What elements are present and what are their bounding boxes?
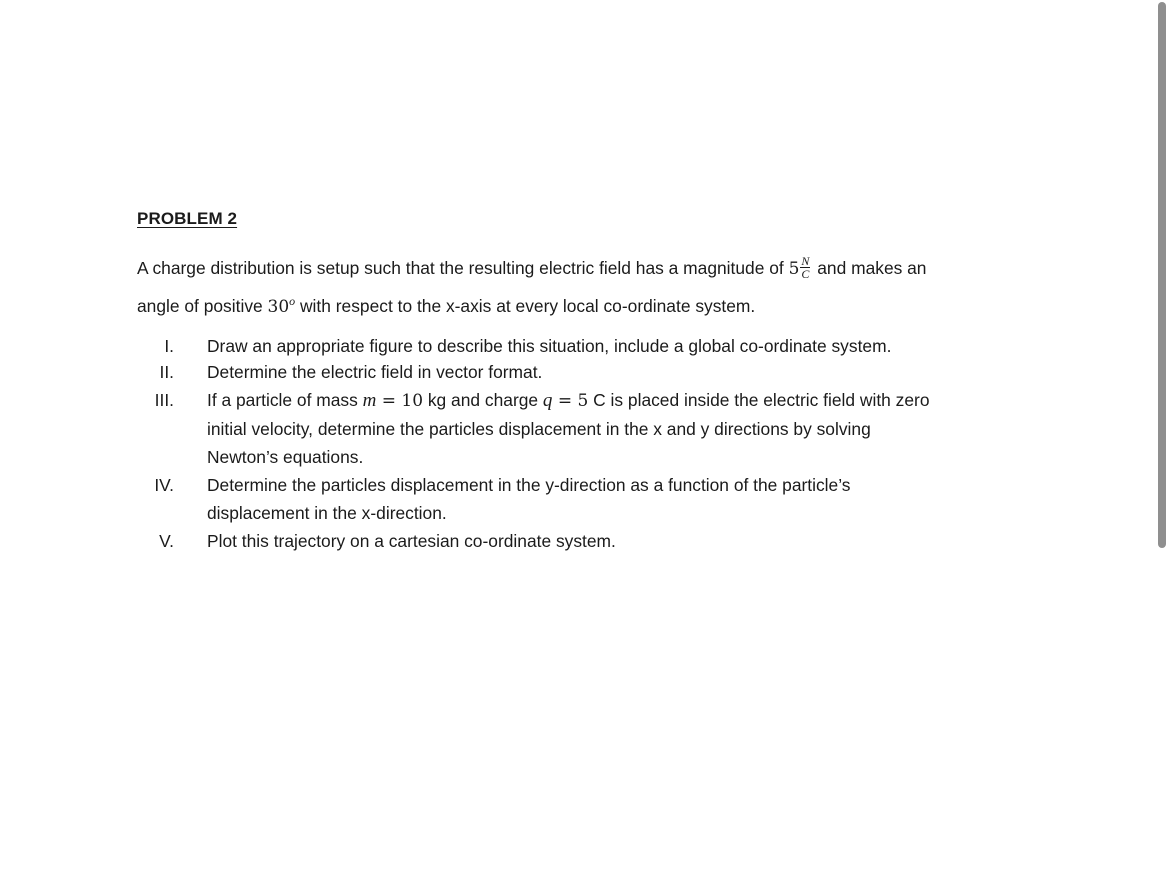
intro-text-2-end: with respect to the x-axis at every local co-ordinate system. (295, 296, 756, 316)
charge-value: = 5 (552, 391, 589, 411)
mass-symbol: m (362, 390, 377, 411)
task-list (137, 332, 1037, 555)
list-numeral: V. (159, 531, 174, 551)
intro-line-1 (137, 252, 1047, 285)
unit-denominator: C (801, 266, 810, 281)
intro-line-2 (137, 285, 1047, 323)
intro-text-1: A charge distribution is setup such that the resulting electric field has a magnitude of (137, 258, 789, 278)
list-item (137, 471, 1037, 527)
angle-value: 30 (267, 297, 290, 317)
list-item-text: Plot this trajectory on a cartesian co-ordinate system. (207, 531, 616, 551)
intro-text-2: angle of positive (137, 296, 268, 316)
magnitude-value: 5 (788, 259, 800, 279)
list-item (137, 527, 1037, 555)
list-item-text: Newton’s equations. (207, 447, 364, 467)
text-fragment: C is placed inside the electric field with zero (588, 390, 930, 410)
list-numeral: I. (164, 336, 174, 356)
unit-fraction (800, 255, 810, 280)
list-numeral: III. (154, 390, 174, 410)
angle-degree: o (289, 294, 296, 308)
list-numeral: II. (159, 362, 174, 382)
intro-text-1-end: and makes an (812, 258, 927, 278)
list-item-text: displacement in the x-direction. (207, 503, 447, 523)
list-item-text: initial velocity, determine the particles displacement in the x and y directions by solving (207, 419, 871, 439)
list-item-text: Draw an appropriate figure to describe this situation, include a global co-ordinate system. (207, 336, 892, 356)
list-item (137, 358, 1037, 386)
vertical-scrollbar[interactable] (1158, 2, 1166, 548)
list-numeral: IV. (154, 475, 174, 495)
charge-symbol: q (542, 390, 553, 411)
list-item (137, 332, 1037, 360)
unit-numerator: N (801, 253, 810, 268)
problem-heading: PROBLEM 2 (137, 209, 238, 228)
text-fragment: If a particle of mass (207, 390, 363, 410)
problem-intro (137, 252, 1047, 323)
list-item-text: Determine the particles displacement in the y-direction as a function of the particle’s (207, 475, 851, 495)
mass-value: = 10 (376, 391, 424, 411)
list-item-text (207, 386, 1037, 415)
list-item-text: Determine the electric field in vector format. (207, 362, 543, 382)
text-fragment: kg and charge (423, 390, 543, 410)
list-item (137, 386, 1037, 471)
